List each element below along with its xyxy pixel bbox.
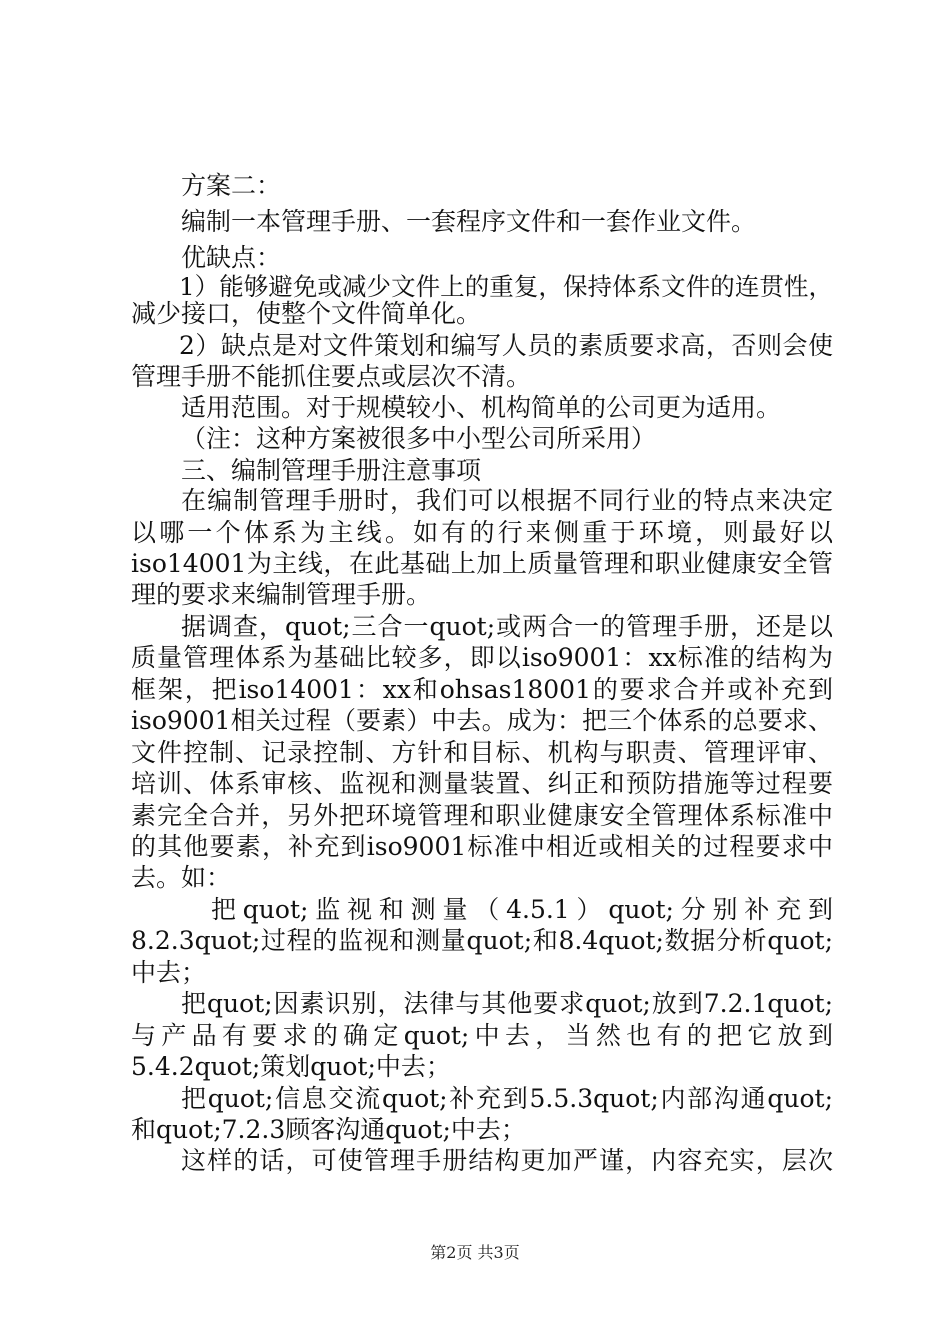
page-footer: 第2页 共3页 [430, 1243, 520, 1262]
text-line: 8.2.3quot;过程的监视和测量quot;和8.4quot;数据分析quot; [131, 926, 833, 955]
text-line: 编制一本管理手册、一套程序文件和一套作业文件。 [181, 207, 757, 236]
text-line: 培训、体系审核、监视和测量装置、纠正和预防措施等过程要 [131, 769, 833, 798]
section-heading: 三、编制管理手册注意事项 [181, 456, 482, 485]
text-line: 以哪一个体系为主线。如有的行来侧重于环境，则最好以 [131, 518, 833, 547]
text-line: 框架，把iso14001：xx和ohsas18001的要求合并或补充到 [131, 675, 833, 704]
text-line: 在编制管理手册时，我们可以根据不同行业的特点来决定 [181, 486, 833, 515]
text-line: 中去； [131, 958, 207, 987]
text-line: 5.4.2quot;策划quot;中去； [131, 1052, 451, 1081]
text-line: 的其他要素，补充到iso9001标准中相近或相关的过程要求中 [131, 832, 833, 861]
text-line: iso9001相关过程（要素）中去。成为：把三个体系的总要求、 [131, 706, 833, 735]
text-line: 把quot;信息交流quot;补充到5.5.3quot;内部沟通quot; [181, 1084, 833, 1113]
text-line: 减少接口，使整个文件简单化。 [131, 299, 482, 328]
text-line: 方案二： [181, 171, 282, 200]
text-line: 1）能够避免或减少文件上的重复，保持体系文件的连贯性， [179, 272, 833, 301]
text-line: 去。如： [131, 863, 232, 892]
text-line: 适用范围。对于规模较小、机构简单的公司更为适用。 [181, 393, 782, 422]
text-line: 和quot;7.2.3顾客沟通quot;中去； [131, 1115, 526, 1144]
text-line: 文件控制、记录控制、方针和目标、机构与职责、管理评审、 [131, 738, 833, 767]
text-line: 质量管理体系为基础比较多，即以iso9001：xx标准的结构为 [131, 643, 833, 672]
text-line: 素完全合并，另外把环境管理和职业健康安全管理体系标准中 [131, 801, 833, 830]
text-line: 理的要求来编制管理手册。 [131, 580, 432, 609]
text-line: 这样的话，可使管理手册结构更加严谨，内容充实，层次 [181, 1146, 833, 1175]
text-line: 据调查，quot;三合一quot;或两合一的管理手册，还是以 [181, 612, 833, 641]
text-line: 与产品有要求的确定quot;中去，当然也有的把它放到 [131, 1021, 833, 1050]
text-line: 管理手册不能抓住要点或层次不清。 [131, 362, 532, 391]
text-line: （注：这种方案被很多中小型公司所采用） [181, 424, 657, 453]
text-line: iso14001为主线，在此基础上加上质量管理和职业健康安全管 [131, 549, 833, 578]
text-line: 优缺点： [181, 243, 282, 272]
text-line: 把quot;因素识别，法律与其他要求quot;放到7.2.1quot; [181, 989, 833, 1018]
text-line: 把quot;监视和测量（4.5.1）quot;分别补充到 [211, 895, 833, 924]
text-line: 2）缺点是对文件策划和编写人员的素质要求高，否则会使 [179, 331, 833, 360]
